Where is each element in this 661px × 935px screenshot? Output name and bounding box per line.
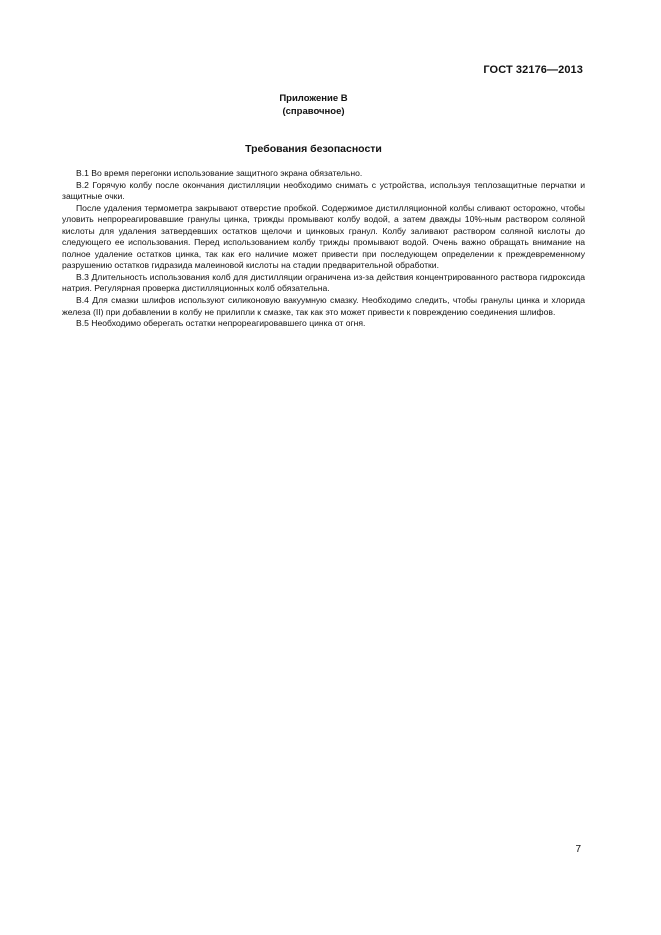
paragraph-b2-cont: После удаления термометра закрывают отверстие пробкой. Содержимое дистилляционной колбы сливают осторожно, чтобы уловить непрореагировавшие гранулы цинка, трижды промывают колбу водой, а затем дважды 10%-ным раствором соляной кислоты для удаления затвердевших остатков щелочи и цинковых гранул. Колбу заливают раствором соляной кислоты до следующего ее использования. Перед использованием колбу трижды промывают водой. Очень важно обращать внимание на полное удаление остатков цинка, так как его наличие может привести при последующем определении к преждевременному разрушению остатков гидразида малеиновой кислоты на стадии предварительной обработки. bbox=[62, 202, 585, 271]
annex-subtitle: (справочное) bbox=[282, 106, 345, 117]
standard-number: ГОСТ 32176—2013 bbox=[483, 64, 583, 76]
paragraph-b4: В.4 Для смазки шлифов используют силиконовую вакуумную смазку. Необходимо следить, чтобы гранулы цинка и хлорида железа (II) при добавлении в колбу не прилипли к смазке, так как это может привести к повреждению соединения шлифов. bbox=[62, 295, 585, 317]
paragraph-b2: В.2 Горячую колбу после окончания дистилляции необходимо снимать с устройства, используя теплозащитные перчатки и защитные очки. bbox=[62, 179, 585, 202]
annex-heading bbox=[0, 92, 627, 118]
body-text bbox=[62, 168, 585, 330]
paragraph-b5: В.5 Необходимо оберегать остатки непрореагировавшего цинка от огня. bbox=[76, 318, 366, 329]
annex-title: Приложение В bbox=[279, 93, 348, 104]
paragraph-b3: В.3 Длительность использования колб для дистилляции ограничена из-за действия концентрированного раствора гидроксида натрия. Регулярная проверка дистилляционных колб обязательна. bbox=[62, 271, 585, 294]
section-title: Требования безопасности bbox=[245, 143, 382, 155]
page-number: 7 bbox=[575, 844, 581, 855]
paragraph-b1: В.1 Во время перегонки использование защитного экрана обязательно. bbox=[76, 168, 363, 178]
